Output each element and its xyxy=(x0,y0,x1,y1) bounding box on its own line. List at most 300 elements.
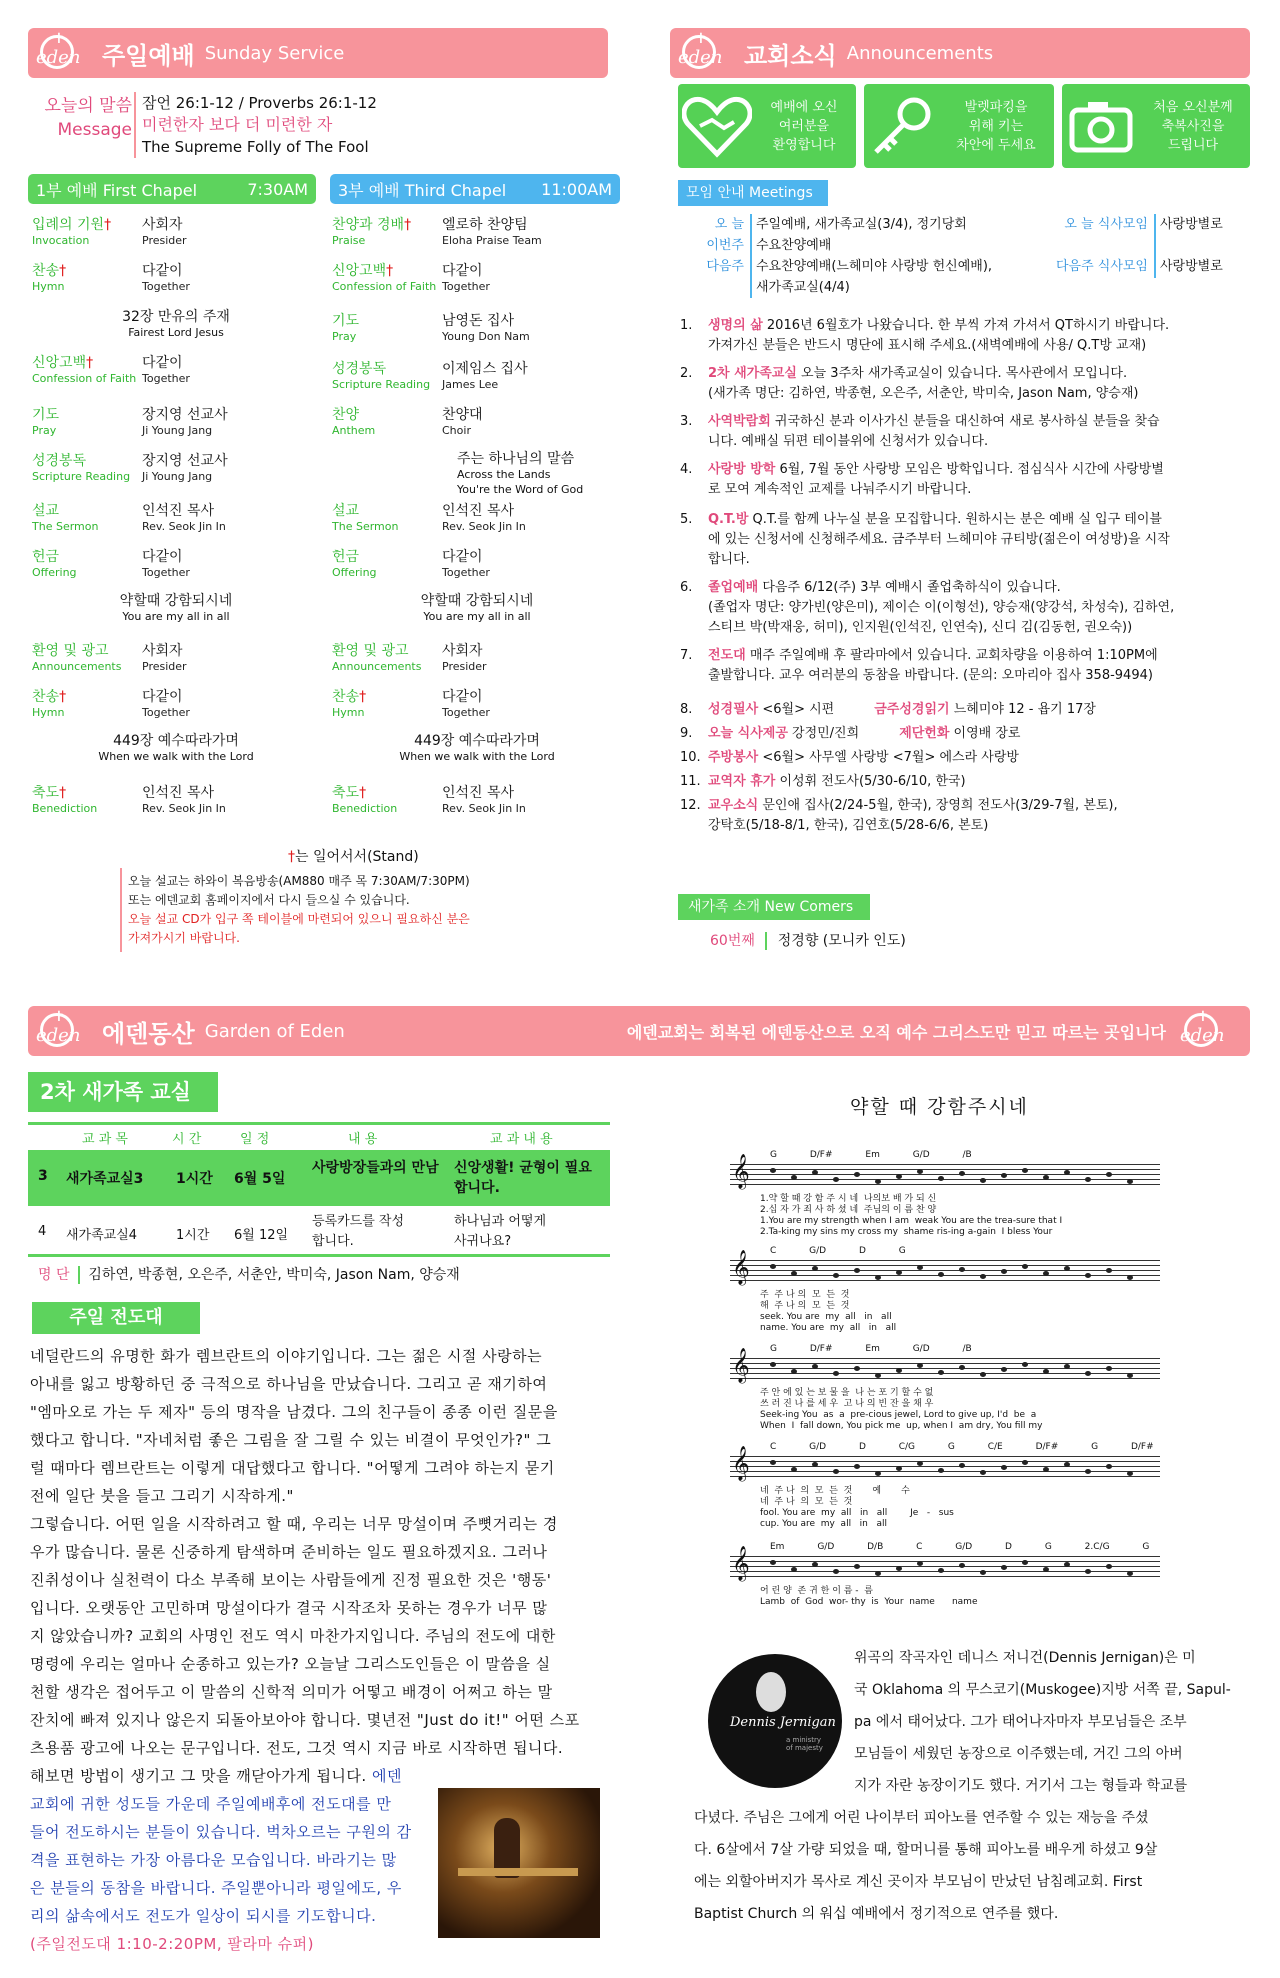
eden-logo: ✝ eden xyxy=(1180,1009,1225,1046)
order-value: 사회자 Presider xyxy=(142,643,187,673)
order-item xyxy=(332,690,490,720)
class-row-3: 3 새가족교실3 1시간 6월 5일 사랑방장들과의 만남 신앙생활! 균형이 필요합니다. xyxy=(28,1150,610,1206)
bio-line: Baptist Church 의 워십 예배에서 정기적으로 연주를 했다. xyxy=(694,1906,1059,1922)
note xyxy=(1127,1571,1133,1576)
order-item xyxy=(332,644,487,674)
stand-mark: † xyxy=(59,689,67,705)
note xyxy=(1106,1564,1112,1569)
announcement-item: 11. 교역자 휴가 이성휘 전도사(5/30-6/10, 한국) xyxy=(680,774,966,789)
note xyxy=(917,1169,923,1174)
order-label-en: Scripture Reading xyxy=(32,470,131,483)
order-label-ko: 신앙고백 xyxy=(32,355,87,371)
order-label-en: Anthem xyxy=(332,424,376,437)
order-label xyxy=(32,786,142,816)
announcement-keyword: Q.T.방 xyxy=(708,512,749,527)
hymn-lyrics: 네 주 나 의 모 든 것 예 수 네 주 나 의 모 든 것 fool. You are my all in all Je - sus cup. You are my all in all xyxy=(760,1486,954,1529)
note xyxy=(938,1176,944,1181)
note xyxy=(875,1275,881,1280)
note xyxy=(791,1369,797,1374)
sermon-title-en: The Supreme Folly of The Fool xyxy=(142,138,369,156)
essay-line: 우가 많습니다. 물론 신중하게 탐색하며 준비하는 일도 필요하겠지요. 그러나 xyxy=(30,1543,548,1561)
order-item xyxy=(332,264,490,294)
note xyxy=(833,1177,839,1182)
note xyxy=(1022,1264,1028,1269)
note xyxy=(896,1174,902,1179)
order-label xyxy=(332,504,442,534)
composer-bio xyxy=(854,1642,1254,1802)
order-label-ko: 환영 및 광고 xyxy=(332,643,409,659)
essay-line: 럴 때마다 렘브란트는 이렇게 대답했다고 합니다. "어떻게 그려야 하는지 묻기 xyxy=(30,1459,555,1477)
note xyxy=(812,1462,818,1467)
note xyxy=(896,1566,902,1571)
note xyxy=(812,1364,818,1369)
note xyxy=(980,1372,986,1377)
essay-line: "엠마오로 가는 두 제자" 등의 명작을 남겼다. 그의 친구들이 종종 이런 질문을 xyxy=(30,1403,558,1421)
bio-line: 국 Oklahoma 의 무스코기(Muskogee)지방 서쪽 끝, Sapul- xyxy=(854,1682,1231,1698)
hymn-chords: C G/D D G xyxy=(770,1246,906,1256)
note xyxy=(812,1562,818,1567)
note xyxy=(1106,1172,1112,1177)
order-item xyxy=(32,356,190,386)
essay-line: 명령에 우리는 얼마나 순종하고 있는가? 오늘날 그리스도인들은 이 말씀을 실 xyxy=(30,1655,551,1673)
order-label-ko: 헌금 xyxy=(32,549,60,565)
announcement-keyword: 생명의 삶 xyxy=(708,318,763,333)
stand-mark: † xyxy=(59,263,67,279)
essay-highlight: 리의 삶속에서도 전도가 일상이 되시를 기도합니다. xyxy=(30,1907,377,1925)
order-label xyxy=(332,362,442,392)
note xyxy=(770,1560,776,1565)
order-label-en: Confession of Faith xyxy=(32,372,137,385)
announcement-item: 5. Q.T.방 Q.T.를 함께 나누실 분을 모집합니다. 원하시는 분은 예배 실 입구 테이블 에 있는 신청서에 신청해주세요. 금주부터 느헤미야 규티방(젊은이 여성방)을 시작 합니다. xyxy=(680,512,1170,567)
essay-highlight: 격을 표현하는 가장 아름다운 모습입니다. 바라기는 많 xyxy=(30,1851,397,1869)
announcements-title-ko: 교회소식 xyxy=(744,41,837,70)
stand-mark: † xyxy=(59,785,67,801)
class-row-4: 4 새가족교실4 1시간 6월 12일 등록카드를 작성합니다. 하나님과 어떻게 사귀나요? xyxy=(38,1214,547,1249)
note xyxy=(980,1570,986,1575)
note xyxy=(1043,1175,1049,1180)
announcement-keyword: 2차 새가족교실 xyxy=(708,366,797,381)
order-label xyxy=(332,644,442,674)
order-label-en: Announcements xyxy=(32,660,122,673)
hymn-chords: Em G/D D/B C G/D D G 2.C/G G xyxy=(770,1542,1150,1552)
order-label xyxy=(32,264,142,294)
note xyxy=(1043,1271,1049,1276)
order-value: 사회자 Presider xyxy=(142,217,187,247)
order-value: 인석진 목사 Rev. Seok Jin In xyxy=(142,503,226,533)
order-label xyxy=(332,550,442,580)
note xyxy=(959,1563,965,1568)
eden-logo: ✝ eden xyxy=(36,31,81,68)
essay-line: 해보면 방법이 생기고 그 맛을 깨닫아가게 됩니다. 에덴 xyxy=(30,1767,402,1785)
order-label xyxy=(332,264,442,294)
note xyxy=(854,1172,860,1177)
order-label-en: Hymn xyxy=(332,706,365,719)
order-item xyxy=(332,408,483,438)
order-label xyxy=(32,550,142,580)
announcement-keyword: 사역박람회 xyxy=(708,414,771,429)
hymn-title-line: 32장 만유의 주재 Fairest Lord Jesus xyxy=(122,309,230,339)
note xyxy=(791,1175,797,1180)
note xyxy=(1022,1362,1028,1367)
note xyxy=(1127,1179,1133,1184)
note xyxy=(1001,1565,1007,1570)
order-label xyxy=(332,218,442,248)
bio-line: 모님들이 세웠던 농장으로 이주했는데, 거긴 그의 아버 xyxy=(854,1746,1183,1762)
eden-logo: ✝ eden xyxy=(36,1009,81,1046)
announcement-keyword: 오늘 식사제공 xyxy=(708,726,788,741)
order-item xyxy=(332,550,490,580)
announcement-keyword: 금주성경읽기 xyxy=(874,702,950,717)
composer-bio-cont xyxy=(694,1802,1254,1930)
first-chapel-header: 1부 예배 First Chapel 7:30AM xyxy=(28,174,316,204)
note xyxy=(1085,1469,1091,1474)
scripture: 잠언 26:1-12 / Proverbs 26:1-12 미련한자 보다 더 미련한 자 The Supreme Folly of The Fool xyxy=(142,94,377,156)
order-value: 인석진 목사 Rev. Seok Jin In xyxy=(442,785,526,815)
order-item xyxy=(32,264,190,294)
note xyxy=(917,1363,923,1368)
bio-line: 위곡의 작곡자인 데니스 저니건(Dennis Jernigan)은 미 xyxy=(854,1650,1196,1666)
note xyxy=(896,1368,902,1373)
announcements-title-en: Announcements xyxy=(846,42,994,64)
hymn-chords: C G/D D C/G G C/E D/F# G D/F# xyxy=(770,1442,1154,1452)
note xyxy=(980,1178,986,1183)
order-label-ko: 축도 xyxy=(332,785,360,801)
sunday-title-en: Sunday Service xyxy=(204,42,345,64)
order-label-en: Invocation xyxy=(32,234,90,247)
composer-photo: Dennis Jernigan a ministry of majesty xyxy=(708,1654,842,1788)
note xyxy=(959,1171,965,1176)
order-label-en: Offering xyxy=(332,566,377,579)
welcome-box: 예배에 오신 여러분을 환영합니다 xyxy=(678,84,856,168)
order-value: 사회자 Presider xyxy=(442,643,487,673)
newcomers-header: 새가족 소개 New Comers xyxy=(678,894,870,920)
stand-mark: † xyxy=(86,355,94,371)
meetings-header: 모임 안내 Meetings xyxy=(678,180,828,206)
treble-clef-icon: 𝄞 xyxy=(732,1446,750,1481)
order-label-en: Hymn xyxy=(32,706,65,719)
announcement-item: 6. 졸업예배 다음주 6/12(주) 3부 예배시 졸업축하식이 있습니다. (졸업자 명단: 양가빈(양은미), 제이슨 이(이형선), 양승재(양강석, 차성숙), 김하연, 스티브 박(박재웅, 허미), 인지원(인석진, 인연숙), 신디 김(김동헌, 권오숙)) xyxy=(680,580,1175,635)
order-label xyxy=(32,356,142,386)
key-icon xyxy=(868,94,938,158)
essay-highlight: 교회에 귀한 성도들 가운데 주일예배후에 전도대를 만 xyxy=(30,1795,392,1813)
note xyxy=(980,1274,986,1279)
order-label-en: Pray xyxy=(32,424,57,437)
order-value: 엘로하 찬양팀 Eloha Praise Team xyxy=(442,217,542,247)
order-label-en: Offering xyxy=(32,566,77,579)
order-item xyxy=(332,504,526,534)
announcement-keyword: 사랑방 방학 xyxy=(708,462,776,477)
announcement-item: 3. 사역박람회 귀국하신 분과 이사가신 분들을 대신하여 새로 봉사하실 분들을 찾습 니다. 예배실 뒤편 테이블위에 신청서가 있습니다. xyxy=(680,414,1160,449)
order-label xyxy=(332,408,442,438)
order-label-ko: 성경봉독 xyxy=(332,361,387,377)
order-label-en: Announcements xyxy=(332,660,422,673)
note xyxy=(1064,1462,1070,1467)
essay-line: 츠용품 광고에 나오는 문구입니다. 전도, 그것 역시 지금 바로 시작하면 됩니다. xyxy=(30,1739,564,1757)
note xyxy=(854,1268,860,1273)
order-label-en: Praise xyxy=(332,234,366,247)
note xyxy=(938,1568,944,1573)
order-label-ko: 기도 xyxy=(32,407,60,423)
order-value: 다같이 Together xyxy=(142,689,190,719)
announcement-item: 9. 오늘 식사제공 강정민/진희 제단헌화 이영배 장로 xyxy=(680,726,1021,741)
note xyxy=(917,1561,923,1566)
order-item xyxy=(32,786,226,816)
order-label-ko: 헌금 xyxy=(332,549,360,565)
order-value: 다같이 Together xyxy=(142,355,190,385)
order-value: 남영돈 집사 Young Don Nam xyxy=(442,313,530,343)
heart-hands-icon xyxy=(682,94,752,158)
sunday-service-banner xyxy=(28,28,608,78)
note xyxy=(1022,1460,1028,1465)
note xyxy=(938,1370,944,1375)
announcement-keyword: 졸업예배 xyxy=(708,580,759,595)
hymn-chords: G D/F# Em G/D /B xyxy=(770,1150,972,1160)
order-label xyxy=(32,454,142,484)
note xyxy=(1001,1465,1007,1470)
evangelism-schedule: (주일전도대 1:10-2:20PM, 팔라마 슈퍼) xyxy=(30,1935,314,1953)
garden-banner xyxy=(28,1006,1250,1056)
note xyxy=(1064,1364,1070,1369)
essay-line: 했다고 합니다. "자네처럼 좋은 그림을 잘 그릴 수 있는 비결이 무엇인가?" 그 xyxy=(30,1431,552,1449)
note xyxy=(791,1467,797,1472)
order-label-ko: 설교 xyxy=(32,503,60,519)
note xyxy=(812,1170,818,1175)
order-item xyxy=(332,362,528,392)
note xyxy=(1127,1471,1133,1476)
essay-line: 천할 생각은 접어두고 이 말씀의 신학적 의미가 어떻고 배경이 어쩌고 하는 말 xyxy=(30,1683,553,1701)
treble-clef-icon: 𝄞 xyxy=(732,1250,750,1285)
essay-line: 아내를 잃고 방황하던 중 극적으로 하나님을 만났습니다. 그리고 곧 재기하여 xyxy=(30,1375,548,1393)
order-label xyxy=(32,504,142,534)
stand-mark: † xyxy=(404,217,412,233)
order-label-en: Hymn xyxy=(32,280,65,293)
order-label xyxy=(332,690,442,720)
announcement-item: 2. 2차 새가족교실 오늘 3주차 새가족교실이 있습니다. 목사관에서 모입니다. (새가족 명단: 김하연, 박종현, 오은주, 서춘안, 박미숙, Jason Nam, 양승재) xyxy=(680,366,1139,401)
note xyxy=(770,1264,776,1269)
order-label xyxy=(332,786,442,816)
announcement-keyword: 교역자 휴가 xyxy=(708,774,776,789)
announcement-item: 8. 성경필사 <6월> 시편 금주성경읽기 느헤미야 12 - 욥기 17장 xyxy=(680,702,1096,717)
note xyxy=(812,1266,818,1271)
order-item xyxy=(32,408,228,438)
order-item xyxy=(332,218,542,248)
note xyxy=(959,1463,965,1468)
class-title: 2차 새가족 교실 xyxy=(28,1072,218,1112)
order-label-ko: 찬양과 경배 xyxy=(332,217,405,233)
note xyxy=(938,1272,944,1277)
note xyxy=(1022,1560,1028,1565)
note xyxy=(959,1267,965,1272)
order-label-en: The Sermon xyxy=(332,520,399,533)
order-label xyxy=(332,314,442,344)
note xyxy=(854,1564,860,1569)
note xyxy=(1043,1567,1049,1572)
note xyxy=(1022,1168,1028,1173)
order-label-en: Scripture Reading xyxy=(332,378,431,391)
note xyxy=(791,1271,797,1276)
order-label xyxy=(32,218,142,248)
hymn-title-line: 주는 하나님의 말씀 Across the Lands You're the Word of God xyxy=(457,451,584,496)
order-item xyxy=(332,314,530,344)
note xyxy=(1064,1266,1070,1271)
order-value: 장지영 선교사 Ji Young Jang xyxy=(142,407,228,437)
hymn-title-line: 약할때 강함되시네 You are my all in all xyxy=(420,593,534,623)
hymn-chords: G D/F# Em G/D /B xyxy=(770,1344,972,1354)
note xyxy=(854,1366,860,1371)
order-value: 장지영 선교사 Ji Young Jang xyxy=(142,453,228,483)
note xyxy=(833,1469,839,1474)
essay-line: 지 않았습니까? 교회의 사명인 전도 역시 마찬가지입니다. 주님의 전도에 대한 xyxy=(30,1627,556,1645)
treble-clef-icon: 𝄞 xyxy=(732,1546,750,1581)
message-label: 오늘의 말씀 Message xyxy=(44,96,132,140)
note xyxy=(833,1371,839,1376)
note xyxy=(1001,1367,1007,1372)
camera-icon xyxy=(1066,94,1136,158)
order-item xyxy=(32,504,226,534)
order-label-ko: 찬송 xyxy=(32,689,60,705)
announcement-item: 4. 사랑방 방학 6월, 7월 동안 사랑방 모임은 방학입니다. 점심식사 시간에 사랑방별 로 모여 계속적인 교제를 나눠주시기 바랍니다. xyxy=(680,462,1164,497)
order-value: 이제임스 집사 James Lee xyxy=(442,361,528,391)
note xyxy=(875,1571,881,1576)
bio-line: pa 에서 태어났다. 그가 태어나자마자 부모님들은 조부 xyxy=(854,1714,1187,1730)
order-label xyxy=(32,644,142,674)
announcement-keyword: 교우소식 xyxy=(708,798,759,813)
note xyxy=(1085,1273,1091,1278)
order-value: 다같이 Together xyxy=(442,549,490,579)
essay-line: 진취성이나 실천력이 다소 부족해 보이는 사람들에게 진정 필요한 것은 '행동' xyxy=(30,1571,552,1589)
order-item xyxy=(32,454,228,484)
evangelism-title: 주일 전도대 xyxy=(32,1302,200,1334)
eden-logo: ✝ eden xyxy=(678,31,723,68)
bio-line: 지가 자란 농장이기도 했다. 거기서 그는 형들과 학교를 xyxy=(854,1778,1188,1794)
order-item xyxy=(32,550,190,580)
bio-line: 다. 6살에서 7살 가량 되었을 때, 할머니를 통해 피아노를 배우게 하셨고 9살 xyxy=(694,1842,1158,1858)
note xyxy=(791,1567,797,1572)
note xyxy=(1127,1373,1133,1378)
note xyxy=(770,1362,776,1367)
stand-note: †는 일어서서(Stand) xyxy=(288,849,419,865)
bio-line: 에는 외할아버지가 목사로 계신 곳이자 부모님이 만났던 남침례교회. First xyxy=(694,1874,1143,1890)
announcements-banner xyxy=(670,28,1250,78)
stand-mark: † xyxy=(359,689,367,705)
note xyxy=(980,1470,986,1475)
note xyxy=(875,1373,881,1378)
order-label-ko: 입례의 기원 xyxy=(32,217,105,233)
note xyxy=(1085,1371,1091,1376)
order-item xyxy=(32,690,190,720)
note xyxy=(1106,1366,1112,1371)
note xyxy=(770,1168,776,1173)
announcement-keyword: 주방봉사 xyxy=(708,750,759,765)
announcement-keyword: 제단헌화 xyxy=(899,726,950,741)
valet-box: 발렛파킹을 위해 키는 차안에 두세요 xyxy=(864,84,1054,168)
note xyxy=(917,1265,923,1270)
note xyxy=(875,1179,881,1184)
note xyxy=(1085,1177,1091,1182)
order-label-en: Confession of Faith xyxy=(332,280,437,293)
order-label xyxy=(32,690,142,720)
order-label-ko: 환영 및 광고 xyxy=(32,643,109,659)
note xyxy=(1064,1170,1070,1175)
note xyxy=(1064,1562,1070,1567)
note xyxy=(854,1464,860,1469)
hymn-lyrics: 주 주 나 의 모 든 것 해 주 나 의 모 든 것 seek. You are my all in all name. You are my all in all xyxy=(760,1290,897,1333)
order-value: 다같이 Together xyxy=(442,263,490,293)
order-label-ko: 성경봉독 xyxy=(32,453,87,469)
announcement-keyword: 성경필사 xyxy=(708,702,759,717)
order-value: 다같이 Together xyxy=(142,549,190,579)
hymn-lyrics: 주 안 에 있 는 보 물 을 나 는 포 기 할 수 없 쓰 러 진 나 를 세 우 고 나 의 빈 잔 을 채 우 Seek-ing You as a pre-cious jewel, Lord to give up, I'd be a When I fall down, You pick me up, when I am dry, You fill my xyxy=(760,1388,1043,1431)
note xyxy=(1043,1467,1049,1472)
order-label-ko: 찬송 xyxy=(32,263,60,279)
order-label-en: Benediction xyxy=(32,802,98,815)
announcement-item: 1. 생명의 삶 2016년 6월호가 나왔습니다. 한 부씩 가져 가셔서 QT하시기 바랍니다. 가져가신 분들은 반드시 명단에 표시해 주세요.(새벽예배에 사용/ Q.T방 교재) xyxy=(680,318,1170,353)
order-label-ko: 설교 xyxy=(332,503,360,519)
essay-line: 네덜란드의 유명한 화가 렘브란트의 이야기입니다. 그는 젊은 시절 사랑하는 xyxy=(30,1347,543,1365)
order-label-ko: 찬송 xyxy=(332,689,360,705)
stand-mark: † xyxy=(386,263,394,279)
note xyxy=(938,1468,944,1473)
note xyxy=(1001,1269,1007,1274)
essay-highlight: 은 분들의 동참을 바랍니다. 주일뿐아니라 평일에도, 우 xyxy=(30,1879,402,1897)
essay-highlight: 에덴 xyxy=(366,1767,402,1785)
order-value: 인석진 목사 Rev. Seok Jin In xyxy=(442,503,526,533)
note xyxy=(1127,1275,1133,1280)
garden-title-en: Garden of Eden xyxy=(204,1020,345,1042)
order-label-ko: 축도 xyxy=(32,785,60,801)
essay-line: 입니다. 오랫동안 고민하며 망설이다가 결국 시작조차 못하는 경우가 너무 많 xyxy=(30,1599,548,1617)
class-roster: 명 단 김하연, 박종현, 오은주, 서춘안, 박미숙, Jason Nam, 양승재 xyxy=(38,1267,460,1283)
note xyxy=(770,1460,776,1465)
hymn-title-line: 약할때 강함되시네 You are my all in all xyxy=(119,593,233,623)
note xyxy=(1106,1268,1112,1273)
hymn-title: 약할 때 강함주시네 xyxy=(850,1096,1029,1118)
order-item xyxy=(32,644,187,674)
order-label xyxy=(32,408,142,438)
broadcast-note: 오늘 설교는 하와이 복음방송(AM880 매주 목 7:30AM/7:30PM) 또는 에덴교회 홈페이지에서 다시 들으실 수 있습니다. 오늘 설교 CD가 입구 쪽 테이블에 마련되어 있으니 필요하신 분은 가져가시기 바랍니다. xyxy=(128,874,470,945)
hymn-title-line: 449장 예수따라가며 When we walk with the Lord xyxy=(98,733,254,763)
note xyxy=(959,1365,965,1370)
announcement-item: 7. 전도대 매주 주일예배 후 팔라마에서 있습니다. 교회차량을 이용하여 1:10PM에 출발합니다. 교우 여러분의 동참을 바랍니다. (문의: 오마리아 집사 358-9494) xyxy=(680,648,1158,683)
essay-line: 그렇습니다. 어떤 일을 시작하려고 할 때, 우리는 너무 망설이며 주뼛거리는 경 xyxy=(30,1515,558,1533)
announcement-item: 12. 교우소식 문인애 집사(2/24-5월, 한국), 장영희 전도사(3/29-7월, 본토), 강탁호(5/18-8/1, 한국), 김연호(5/28-6/6, 본토) xyxy=(680,798,1118,833)
stand-mark: † xyxy=(104,217,112,233)
order-label-ko: 신앙고백 xyxy=(332,263,387,279)
hymn-title-line: 449장 예수따라가며 When we walk with the Lord xyxy=(399,733,555,763)
announcement-item: 10. 주방봉사 <6월> 사무엘 사랑방 <7월> 에스라 사랑방 xyxy=(680,750,1019,765)
newcomer: 60번째 정경향 (모니카 인도) xyxy=(710,933,906,949)
sermon-title-ko: 미련한자 보다 더 미련한 자 xyxy=(142,115,333,134)
note xyxy=(833,1569,839,1574)
note xyxy=(875,1471,881,1476)
order-value: 찬양대 Choir xyxy=(442,407,483,437)
note xyxy=(896,1466,902,1471)
order-label-ko: 찬양 xyxy=(332,407,360,423)
essay-line: 전에 일단 붓을 들고 그리기 시작하게." xyxy=(30,1487,294,1505)
hymn-lyrics: 어 린 양 존 귀 한 이 름 - 름 Lamb of God wor- thy is Your name name xyxy=(760,1586,978,1607)
order-label-en: Benediction xyxy=(332,802,398,815)
order-value: 다같이 Together xyxy=(142,263,190,293)
stand-mark: † xyxy=(359,785,367,801)
sunday-title-ko: 주일예배 xyxy=(102,41,195,70)
note xyxy=(1106,1464,1112,1469)
order-item xyxy=(332,786,526,816)
note xyxy=(896,1270,902,1275)
note xyxy=(833,1273,839,1278)
note xyxy=(1001,1173,1007,1178)
order-value: 인석진 목사 Rev. Seok Jin In xyxy=(142,785,226,815)
order-label-ko: 기도 xyxy=(332,313,360,329)
